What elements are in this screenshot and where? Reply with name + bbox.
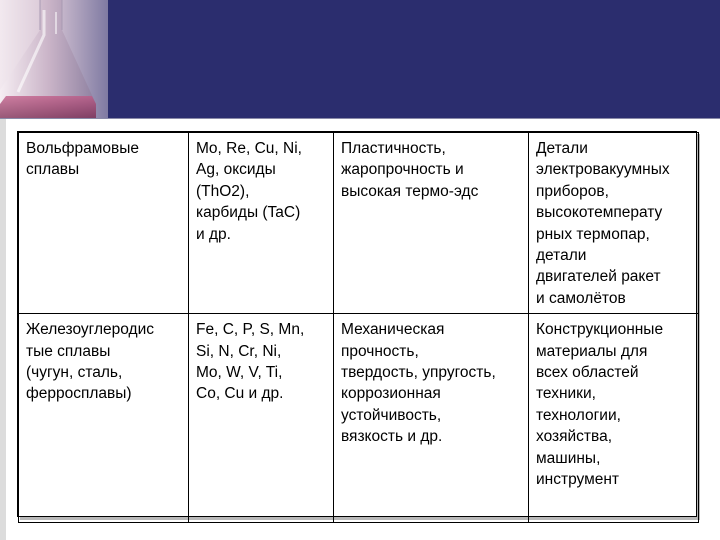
components-cell: Fe, C, P, S, Mn, Si, N, Cr, Ni, Mo, W, V, Ti, Co, Cu и др.: [189, 314, 334, 523]
table-row: [19, 133, 699, 314]
left-edge-strip: [0, 119, 6, 540]
table-row: [19, 314, 699, 523]
applications-cell: Конструкционные материалы для всех областей техники, технологии, хозяйства, машины, инструмент: [529, 314, 699, 523]
header-divider: [0, 118, 720, 119]
applications-cell: Детали электровакуумных приборов, высокотемперату рных термопар, детали двигателей ракет и самолётов: [529, 133, 699, 314]
slide-header-band: [0, 0, 720, 118]
laboratory-flask-icon: [0, 0, 108, 118]
properties-cell: Пластичность, жаропрочность и высокая термо-эдс: [334, 133, 529, 314]
components-cell: Mo, Re, Cu, Ni, Ag, оксиды (ThO2), карбиды (TaC) и др.: [189, 133, 334, 314]
alloys-table: [17, 131, 697, 517]
alloy-name-cell: Железоуглеродис тые сплавы (чугун, сталь, ферросплавы): [19, 314, 189, 523]
properties-cell: Механическая прочность, твердость, упругость, коррозионная устойчивость, вязкость и др.: [334, 314, 529, 523]
header-image: [0, 0, 108, 118]
alloy-name-cell: Вольфрамовые сплавы: [19, 133, 189, 314]
